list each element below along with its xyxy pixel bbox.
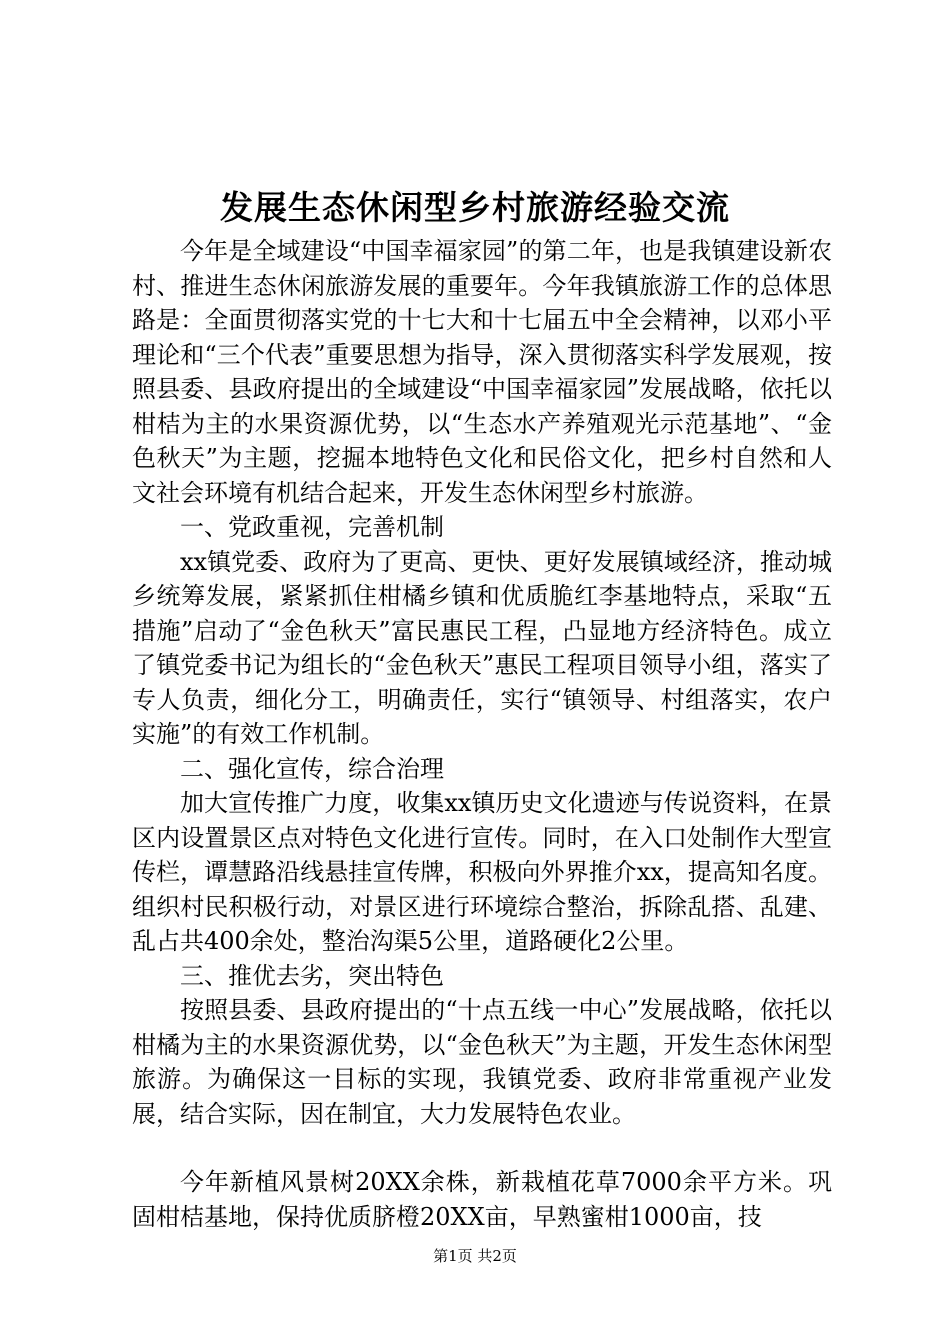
- section-heading-2: 二、强化宣传，综合治理: [180, 754, 444, 783]
- paragraph-section-2: 加大宣传推广力度，收集xx镇历史文化遗迹与传说资料，在景区内设置景区点对特色文化进行宣传。同时，在入口处制作大型宣传栏，谭慧路沿线悬挂宣传牌，积极向外界推介xx，提高知名度。组织村民积极行动，对景区进行环境综合整治，拆除乱搭、乱建、乱占共400余处，整治沟渠5公里，道路硬化2公里。: [132, 789, 832, 955]
- section-heading-1: 一、党政重视，完善机制: [180, 513, 444, 541]
- paragraph-section-1: xx镇党委、政府为了更高、更快、更好发展镇域经济，推动城乡统筹发展，紧紧抓住柑橘乡镇和优质脆红李基地特点，采取“五措施”启动了“金色秋天”富民惠民工程，凸显地方经济特色。成立了镇党委书记为组长的“金色秋天”惠民工程项目领导小组，落实了专人负责，细化分工，明确责任，实行“镇领导、村组落实，农户实施”的有效工作机制。: [132, 547, 832, 748]
- section-heading-3: 三、推优去劣，突出特色: [180, 961, 444, 990]
- paragraph-continued: 今年新植风景树20XX余株，新栽植花草7000余平方米。巩固柑桔基地，保持优质脐橙20XX亩，早熟蜜柑1000亩，技: [132, 1168, 832, 1231]
- paragraph-intro: 今年是全域建设“中国幸福家园”的第二年，也是我镇建设新农村、推进生态休闲旅游发展的重要年。今年我镇旅游工作的总体思路是：全面贯彻落实党的十七大和十七届五中全会精神，以邓小平理论和“三个代表”重要思想为指导，深入贯彻落实科学发展观，按照县委、县政府提出的全域建设“中国幸福家园”发展战略，依托以柑桔为主的水果资源优势，以“生态水产养殖观光示范基地”、“金色秋天”为主题，挖掘本地特色文化和民俗文化，把乡村自然和人文社会环境有机结合起来，开发生态休闲型乡村旅游。: [132, 237, 832, 507]
- page-footer: 第1页 共2页: [433, 1247, 517, 1265]
- document-title: 发展生态休闲型乡村旅游经验交流: [220, 188, 730, 227]
- paragraph-section-3: 按照县委、县政府提出的“十点五线一中心”发展战略，依托以柑橘为主的水果资源优势，以“金色秋天”为主题，开发生态休闲型旅游。为确保这一目标的实现，我镇党委、政府非常重视产业发展，结合实际，因在制宜，大力发展特色农业。: [132, 996, 832, 1128]
- document-body: [132, 234, 832, 1234]
